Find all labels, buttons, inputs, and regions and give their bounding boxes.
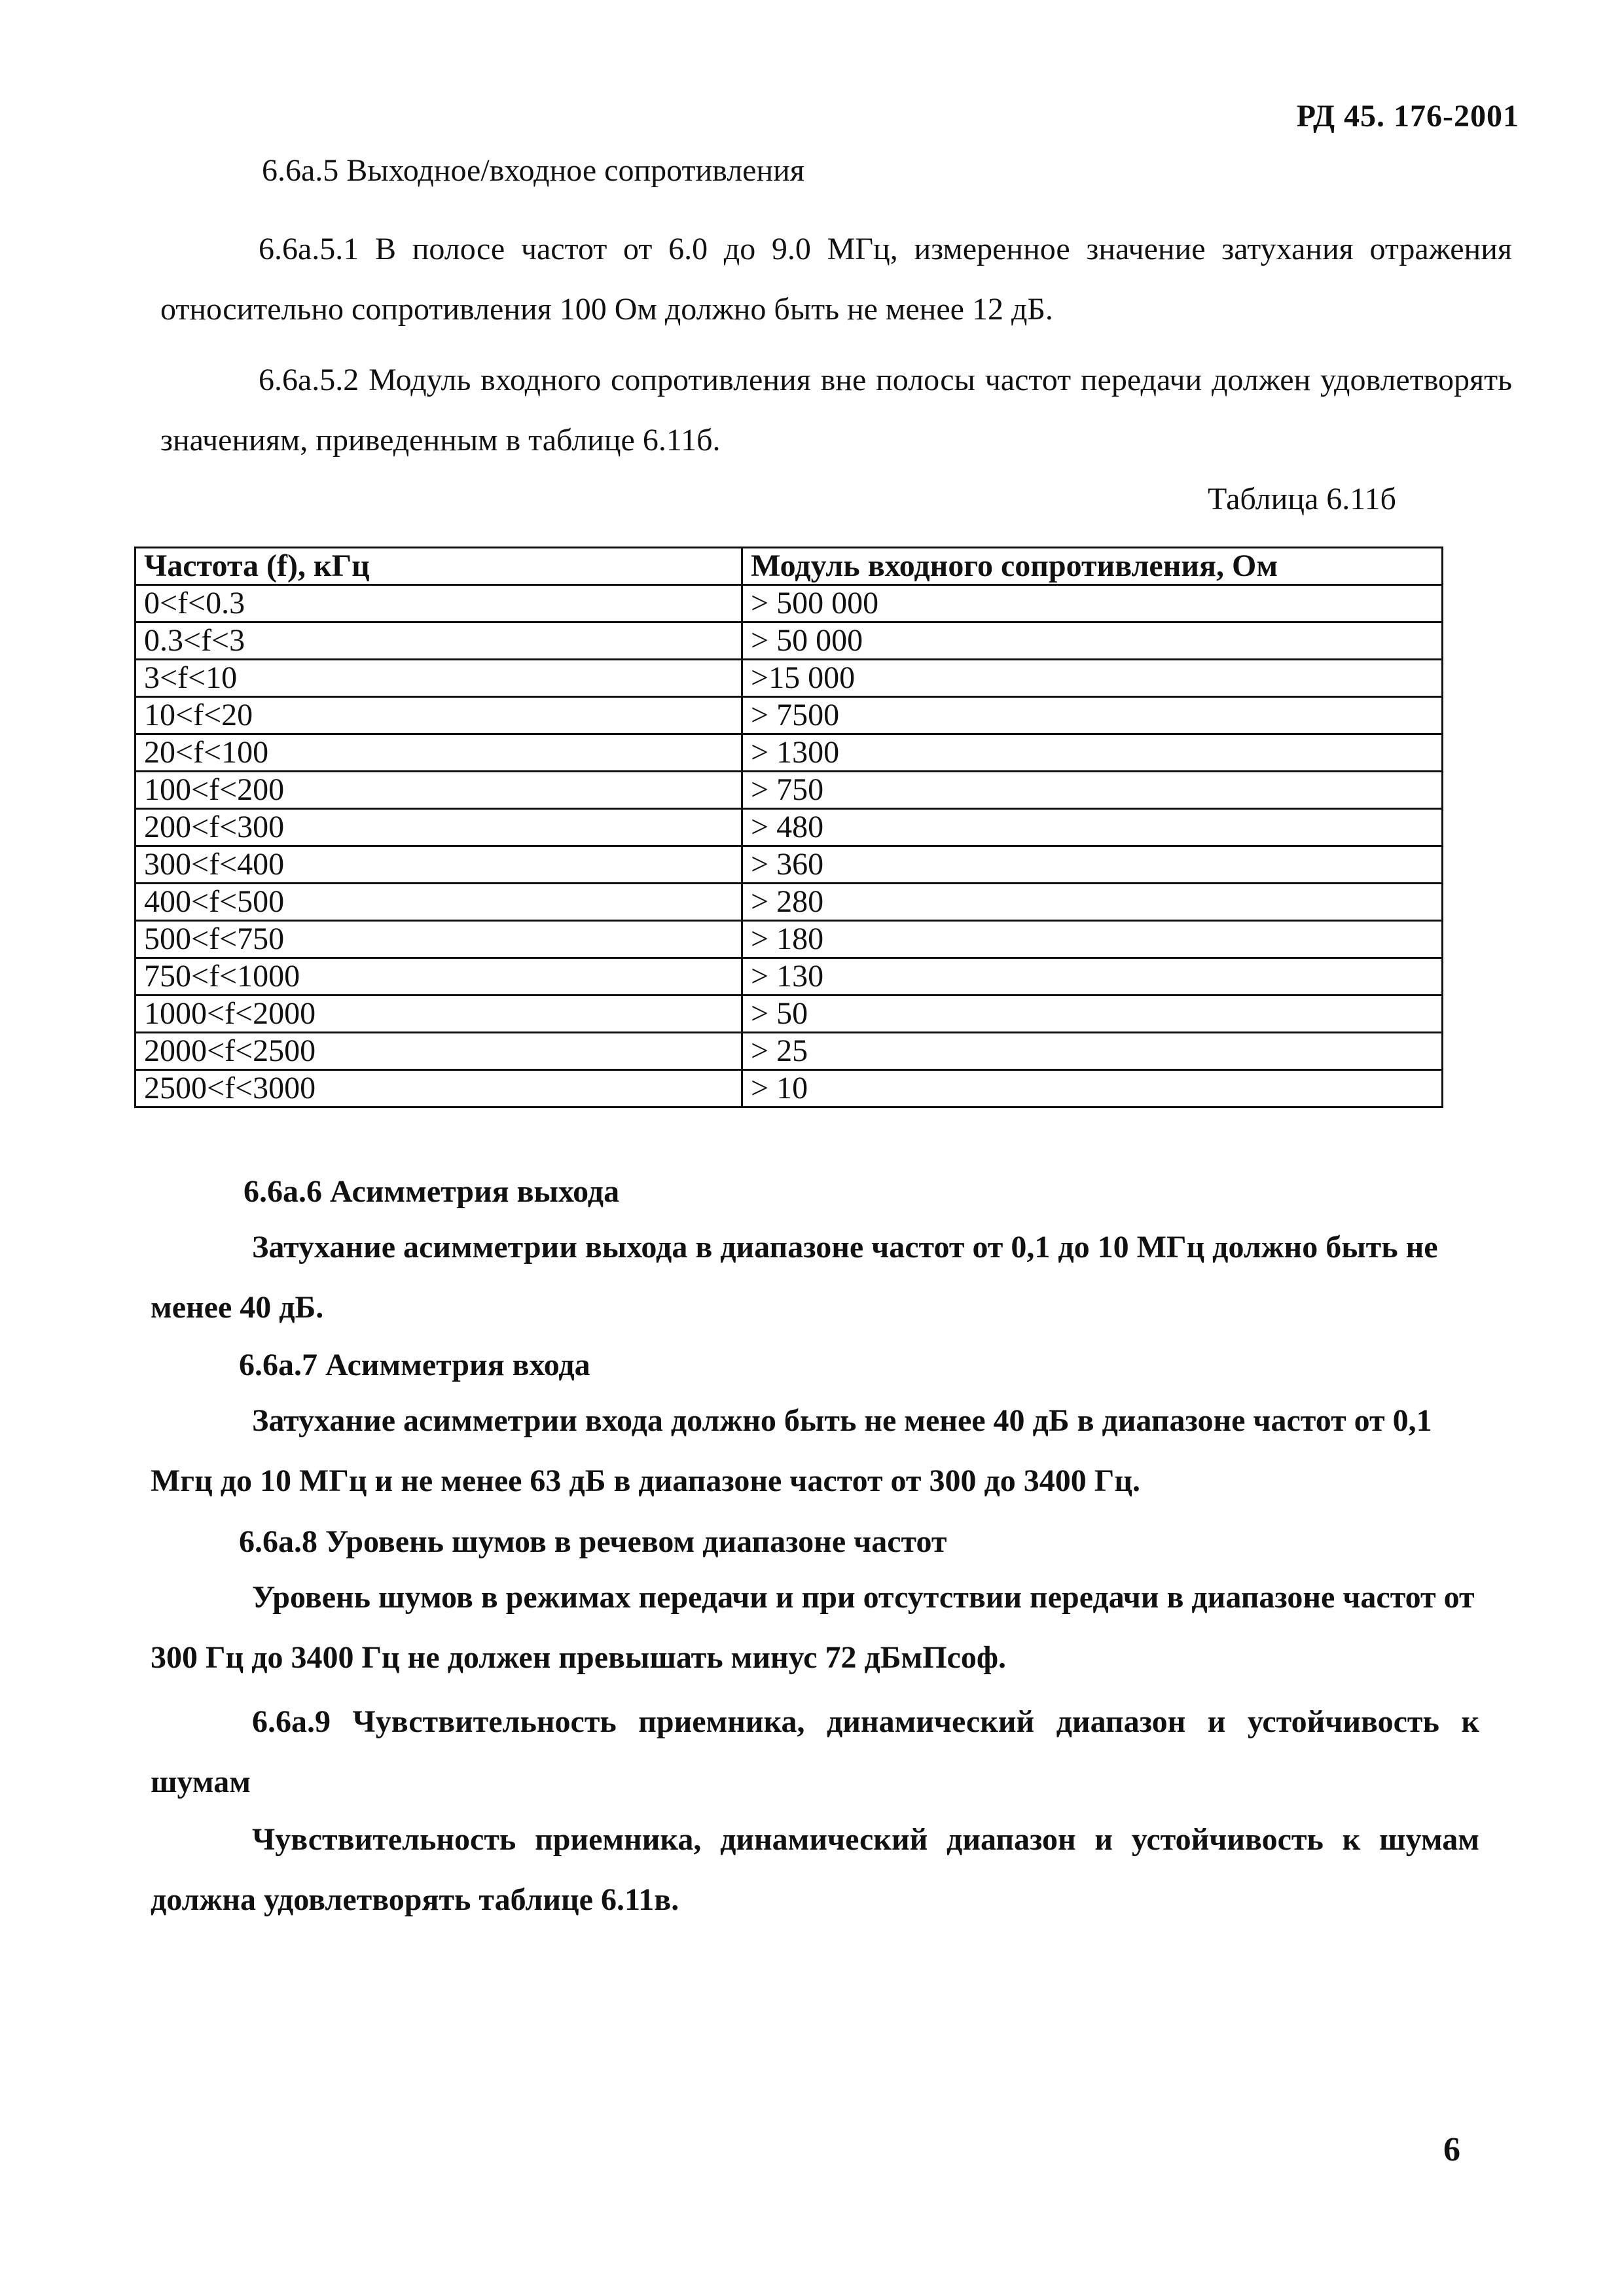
- table-row: [135, 734, 1443, 772]
- section-title-6-6a-7: 6.6а.7 Асимметрия входа: [239, 1348, 590, 1382]
- table-row: [135, 809, 1443, 846]
- table-row: [135, 996, 1443, 1033]
- table-row: [135, 660, 1443, 697]
- paragraph-6-6a-6: Затухание асимметрии выхода в диапазоне частот от 0,1 до 10 МГц должно быть не менее 40 дБ.: [151, 1230, 1438, 1325]
- frequency-cell: 2500<f<3000: [135, 1070, 742, 1107]
- impedance-cell: >15 000: [742, 660, 1443, 697]
- paragraph-6-6a-5-2: 6.6а.5.2 Модуль входного сопротивления вне полосы частот передачи должен удовлетворять значениям, приведенным в таблице 6.11б.: [160, 363, 1512, 457]
- table-row: [135, 1033, 1443, 1070]
- table-caption: Таблица 6.11б: [1208, 482, 1396, 516]
- table-row: [135, 622, 1443, 660]
- frequency-cell: 2000<f<2500: [135, 1033, 742, 1070]
- paragraph-6-6a-7: Затухание асимметрии входа должно быть не менее 40 дБ в диапазоне частот от 0,1 Мгц до 10 МГц и не менее 63 дБ в диапазоне частот от 300 до 3400 Гц.: [151, 1403, 1432, 1498]
- table-row: [135, 884, 1443, 921]
- frequency-cell: 0<f<0.3: [135, 585, 742, 622]
- frequency-cell: 20<f<100: [135, 734, 742, 772]
- frequency-cell: 1000<f<2000: [135, 996, 742, 1033]
- impedance-cell: > 280: [742, 884, 1443, 921]
- impedance-cell: > 480: [742, 809, 1443, 846]
- paragraph-6-6a-9: Чувствительность приемника, динамический диапазон и устойчивость к шумам должна удовлетворять таблице 6.11в.: [151, 1822, 1479, 1917]
- table-row: [135, 772, 1443, 809]
- table-row: [135, 921, 1443, 958]
- frequency-cell: 100<f<200: [135, 772, 742, 809]
- frequency-cell: 500<f<750: [135, 921, 742, 958]
- impedance-cell: > 500 000: [742, 585, 1443, 622]
- column-header-impedance: Модуль входного сопротивления, Ом: [742, 548, 1443, 585]
- section-title-6-6a-8: 6.6а.8 Уровень шумов в речевом диапазоне частот: [239, 1524, 947, 1559]
- impedance-table: [134, 547, 1443, 1108]
- impedance-cell: > 50: [742, 996, 1443, 1033]
- section-title-6-6a-9: 6.6а.9 Чувствительность приемника, динамический диапазон и устойчивость к шумам: [151, 1704, 1479, 1799]
- section-title-6-6a-5: 6.6а.5 Выходное/входное сопротивления: [262, 153, 804, 188]
- frequency-cell: 200<f<300: [135, 809, 742, 846]
- impedance-cell: > 10: [742, 1070, 1443, 1107]
- impedance-cell: > 7500: [742, 697, 1443, 734]
- impedance-cell: > 750: [742, 772, 1443, 809]
- frequency-cell: 400<f<500: [135, 884, 742, 921]
- frequency-cell: 3<f<10: [135, 660, 742, 697]
- impedance-cell: > 25: [742, 1033, 1443, 1070]
- impedance-cell: > 130: [742, 958, 1443, 996]
- table-row: [135, 846, 1443, 884]
- frequency-cell: 300<f<400: [135, 846, 742, 884]
- frequency-cell: 10<f<20: [135, 697, 742, 734]
- paragraph-6-6a-8: Уровень шумов в режимах передачи и при отсутствии передачи в диапазоне частот от 300 Гц до 3400 Гц не должен превышать минус 72 дБмПсоф.: [151, 1580, 1475, 1675]
- paragraph-6-6a-5-1: 6.6а.5.1 В полосе частот от 6.0 до 9.0 МГц, измеренное значение затухания отражения относительно сопротивления 100 Ом должно быть не менее 12 дБ.: [160, 232, 1512, 327]
- impedance-cell: > 360: [742, 846, 1443, 884]
- impedance-cell: > 180: [742, 921, 1443, 958]
- page-number: 6: [1443, 2131, 1460, 2168]
- section-title-6-6a-6: 6.6а.6 Асимметрия выхода: [244, 1174, 620, 1209]
- table-row: [135, 585, 1443, 622]
- column-header-frequency: Частота (f), кГц: [135, 548, 742, 585]
- table-row: [135, 697, 1443, 734]
- document-code: РД 45. 176-2001: [1296, 99, 1519, 134]
- impedance-cell: > 1300: [742, 734, 1443, 772]
- frequency-cell: 0.3<f<3: [135, 622, 742, 660]
- table-row: [135, 958, 1443, 996]
- table-row: [135, 1070, 1443, 1107]
- table-header-row: [135, 548, 1443, 585]
- frequency-cell: 750<f<1000: [135, 958, 742, 996]
- impedance-cell: > 50 000: [742, 622, 1443, 660]
